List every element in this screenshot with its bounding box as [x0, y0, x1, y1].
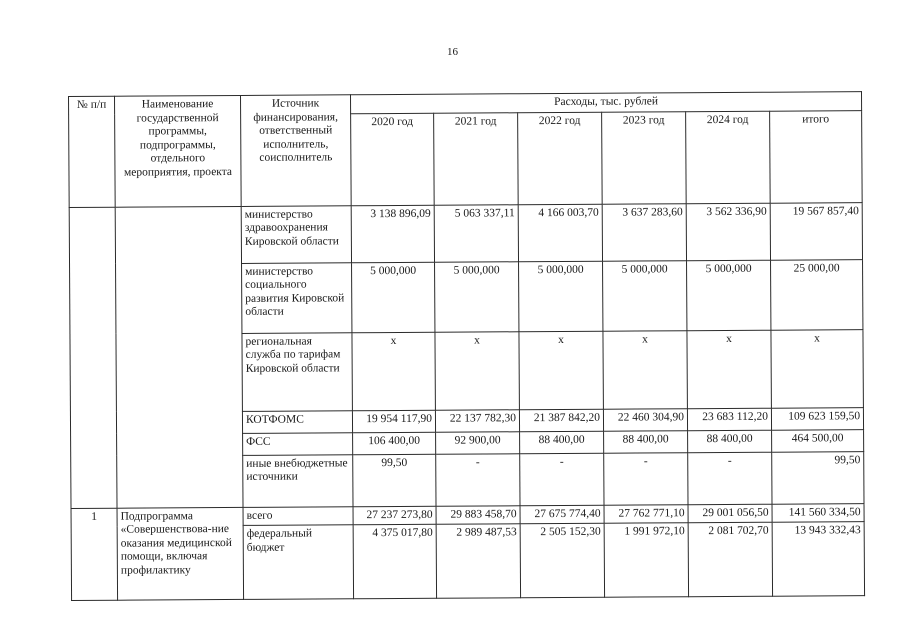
value-cell: 4 375 017,80	[353, 524, 436, 599]
value-cell: 25 000,00	[771, 259, 864, 330]
value-cell: 99,50	[772, 451, 864, 504]
value-cell: x	[687, 330, 771, 409]
value-cell: -	[688, 452, 772, 505]
source-cell: ФСС	[243, 432, 353, 455]
source-cell: всего	[243, 506, 353, 525]
header-year-2024: 2024 год	[686, 111, 771, 204]
value-cell: 27 762 771,10	[604, 504, 688, 523]
value-cell: 5 000,000	[435, 261, 519, 332]
source-cell: федеральный бюджет	[243, 525, 353, 600]
page-number: 16	[447, 46, 458, 58]
value-cell: 22 137 782,30	[435, 409, 519, 432]
source-cell: региональная служба по тарифам Кировской области	[242, 332, 352, 411]
value-cell: 5 000,000	[352, 262, 435, 333]
value-cell: 29 001 056,50	[688, 504, 772, 523]
header-total: итого	[770, 110, 863, 203]
source-cell: министерство социального развития Кировской области	[242, 262, 352, 333]
value-cell: 5 000,000	[687, 260, 771, 331]
header-year-2020: 2020 год	[351, 113, 435, 206]
value-cell: 5 000,000	[519, 261, 603, 332]
value-cell: 23 683 112,20	[687, 408, 771, 431]
empty-name-cell	[115, 206, 243, 508]
value-cell: 3 637 283,60	[602, 203, 686, 261]
value-cell: x	[771, 329, 864, 408]
value-cell: 109 623 159,50	[771, 407, 863, 430]
value-cell: x	[519, 331, 603, 410]
value-cell: 141 560 334,50	[772, 503, 864, 522]
header-year-2021: 2021 год	[434, 112, 519, 205]
header-name: Наименование государственной программы, подпрограммы, отдельного мероприятия, проекта	[115, 95, 242, 206]
budget-table	[68, 91, 865, 601]
value-cell: 29 883 458,70	[436, 505, 520, 524]
value-cell: 92 900,00	[436, 431, 520, 454]
header-source: Источник финансирования, ответственный исполнитель, соисполнитель	[240, 95, 351, 206]
value-cell: 4 166 003,70	[518, 204, 602, 262]
value-cell: x	[352, 332, 435, 411]
value-cell: -	[604, 452, 688, 505]
value-cell: 19 567 857,40	[770, 202, 862, 260]
row-number: 1	[71, 508, 118, 601]
source-cell: иные внебюджетные источники	[243, 454, 353, 507]
value-cell: 106 400,00	[353, 432, 436, 455]
table-row	[69, 202, 862, 264]
value-cell: 3 562 336,90	[686, 203, 770, 261]
value-cell: x	[435, 331, 519, 410]
value-cell: 1 991 972,10	[604, 523, 688, 598]
value-cell: x	[603, 330, 687, 409]
value-cell: 22 460 304,90	[603, 408, 687, 431]
value-cell: 13 943 332,43	[772, 522, 865, 597]
value-cell: 21 387 842,20	[519, 409, 603, 432]
header-year-2023: 2023 год	[602, 111, 687, 204]
value-cell: -	[520, 453, 604, 506]
value-cell: 88 400,00	[604, 430, 688, 453]
value-cell: 19 954 117,90	[352, 410, 435, 433]
value-cell: -	[436, 453, 520, 506]
value-cell: 27 237 273,80	[353, 506, 436, 525]
source-cell: министерство здравоохранения Кировской области	[241, 205, 351, 263]
value-cell: 464 500,00	[772, 429, 864, 452]
subprogram-name: Подпрограмма «Совершенствова-ние оказания медицинской помощи, включая профилактику	[117, 507, 244, 600]
header-expenses: Расходы, тыс. рублей	[350, 92, 861, 114]
value-cell: 88 400,00	[520, 431, 604, 454]
empty-num-cell	[69, 207, 117, 508]
header-year-2022: 2022 год	[518, 112, 603, 205]
value-cell: 2 989 487,53	[436, 524, 520, 599]
value-cell: 2 505 152,30	[520, 523, 604, 598]
header-num: № п/п	[69, 96, 116, 207]
value-cell: 3 138 896,09	[351, 205, 434, 263]
value-cell: 27 675 774,40	[520, 505, 604, 524]
source-cell: КОТФОМС	[242, 410, 352, 433]
value-cell: 88 400,00	[688, 430, 772, 453]
value-cell: 99,50	[353, 454, 436, 507]
value-cell: 5 063 337,11	[434, 204, 518, 262]
value-cell: 5 000,000	[603, 260, 687, 331]
value-cell: 2 081 702,70	[688, 522, 772, 597]
